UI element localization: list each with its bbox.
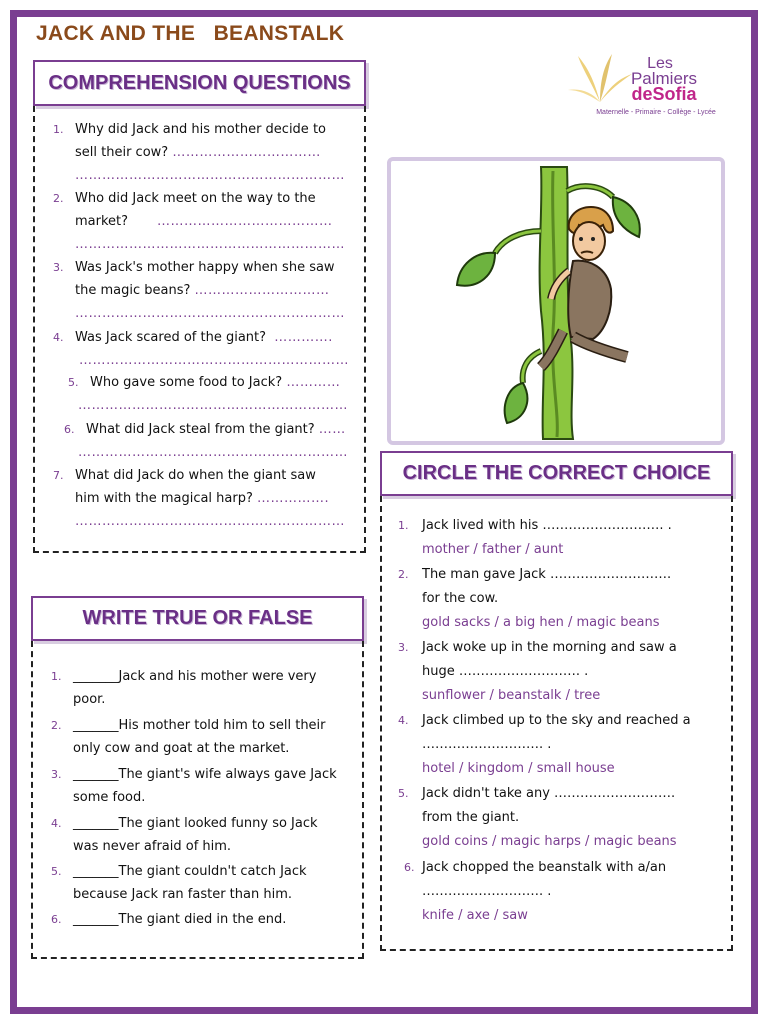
circle-choice-box: 1. Jack lived with his ………………………. . mother / father / aunt 2. The man gave Jack ………………………. for the cow. gold sacks / a big hen / magic beans 3. Jack woke up in the morning and saw a huge ………………………. . sunflower / beanstalk / tree 4. Jack climbed up to the sky and reached a ………………………. . hotel / kingdom / small house 5. Jack didn't take any ………………………. from the giant. gold coins / magic harps / magic beans 6. Jack chopped the beanstalk with a/an ………………………. . knife / axe / saw (380, 496, 733, 951)
logo-line-3: deSofia (631, 84, 697, 104)
school-logo (560, 50, 730, 120)
logo-line-1: Les (647, 55, 673, 72)
palm-leaf-icon (568, 54, 632, 102)
beanstalk-illustration-frame (387, 157, 725, 445)
true-false-header: WRITE TRUE OR FALSE (31, 596, 364, 641)
comprehension-header: COMPREHENSION QUESTIONS (33, 60, 366, 106)
circle-choice-header: CIRCLE THE CORRECT CHOICE (380, 451, 733, 496)
page-title: JACK AND THE BEANSTALK (36, 22, 345, 45)
comprehension-box: 1. Why did Jack and his mother decide to sell their cow? …………………………… …………………………………………………… 2. Who did Jack meet on the way to the market? ………………………………… …………………………………………………… 3. Was Jack's mother happy when she saw the magic beans? ………………………… …………………………………………………… 4. Was Jack scared of the giant? …………. …………………………………………………… 5. Who gave some food to Jack? ………… …………………………………………………… 6. What did Jack steal from the giant? …… …………………………………………………… 7. What did Jack do when the giant saw him with the magical harp? ……………. …………………………………………………… (33, 106, 366, 553)
logo-tagline: Maternelle - Primaire - Collège - Lycée (596, 109, 716, 116)
jack-climbing-beanstalk-illustration (391, 161, 721, 441)
true-false-box: 1. _______Jack and his mother were very poor. 2. _______His mother told him to sell their only cow and goat at the market. 3. _______The giant's wife always gave Jack some food. 4. _______The giant looked funny so Jack was never afraid of him. 5. _______The giant couldn't catch Jack because Jack ran faster than him. 6. _______The giant died in the end. (31, 641, 364, 959)
logo-line-2: Palmiers (630, 69, 698, 88)
